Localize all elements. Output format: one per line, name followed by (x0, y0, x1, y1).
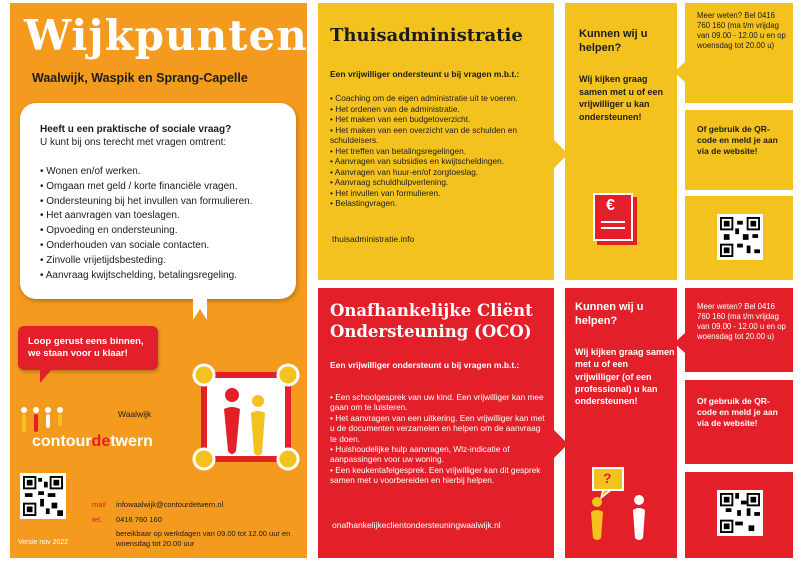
bubble-tail-2 (193, 298, 207, 320)
opening-hours: bereikbaar op werkdagen van 09.00 tot 12.00 uur en woensdag tot 20.00 uur (116, 529, 291, 548)
oco-title: Onafhankelijke Cliënt Ondersteuning (OCO) (330, 301, 533, 341)
list-item: • Het treffen van betalingsregelingen. (330, 145, 467, 156)
oco-help-text: Wij kijken graag samen met u of een vrijwilliger (of een professional) u kan ondersteunen! (575, 347, 675, 407)
list-item: • Het maken van een overzicht van de schulden en schuldeisers. (330, 124, 517, 145)
thuis-title: Thuisadministratie (330, 25, 523, 46)
list-item: • Huishoudelijke hulp aanvragen, Wlz-indicatie of aanpassingen voor uw woning. (330, 444, 510, 465)
logo-wordmark: contourdetwern (32, 433, 153, 450)
list-item: • Zinvolle vrijetijdsbesteding. (40, 254, 166, 266)
left-panel (10, 3, 307, 558)
list-item: • Ondersteuning bij het invullen van formulieren. (40, 195, 253, 207)
qr-code-thuis[interactable] (717, 214, 763, 260)
qr-code-icon (23, 476, 63, 516)
thuis-qr-panel (685, 196, 793, 280)
list-item: • Opvoeding en ondersteuning. (40, 225, 178, 237)
bubble-list (40, 165, 253, 283)
people-icon (188, 361, 304, 485)
walk-in-tail (40, 369, 52, 383)
oco-list (330, 392, 548, 486)
list-item: • Coaching om de eigen administratie uit te voeren. (330, 93, 518, 103)
list-item: • Aanvraag kwijtschelding, betalingsregeling. (40, 269, 237, 281)
oco-qr-text: Of gebruik de QR-code en meld je aan via de website! (697, 396, 778, 428)
walk-in-box (18, 326, 158, 370)
list-item: • Het ordenen van de administratie. (330, 103, 460, 114)
oco-qr-panel (685, 472, 793, 558)
logo-city: Waalwijk (118, 409, 152, 419)
oco-main-panel (318, 288, 554, 558)
list-item: • Aanvraag schuldhulpverlening. (330, 177, 449, 187)
oco-subtitle: Een vrijwilliger ondersteunt u bij vragen m.b.t.: (330, 360, 520, 370)
qr-code-icon (720, 493, 760, 533)
conversation-illustration (581, 466, 661, 542)
thuis-more-info: Meer weten? Bel 0416 760 160 (ma t/m vrijdag van 09.00 - 12.00 u en op woensdag tot 20.00 u) (697, 11, 786, 50)
tel-label: tel. (92, 515, 103, 524)
logo (18, 403, 158, 453)
bubble-intro: Heeft u een praktische of sociale vraag? (40, 124, 232, 135)
euro-illustration (593, 193, 637, 245)
euro-icon: € (606, 197, 615, 214)
oco-help-title: Kunnen wij u helpen? (575, 301, 644, 327)
qr-code-oco[interactable] (717, 490, 763, 536)
list-item: • Het aanvragen van een uitkering. Een vrijwilliger kan met u de documenten verzamelen en helpen om de aanvraag te doen. (330, 412, 545, 444)
oco-info-arrow (674, 333, 685, 353)
list-item: • Aanvragen van subsidies en kwijtscheldingen. (330, 156, 505, 166)
mail-label: mail (92, 500, 106, 509)
walk-in-text: Loop gerust eens binnen, we staan voor u klaar! (28, 336, 144, 359)
list-item: • Wonen en/of werken. (40, 166, 141, 177)
thuis-help-panel (565, 3, 677, 280)
list-item: • Het maken van een budgetoverzicht. (330, 114, 471, 124)
oco-more-info: Meer weten? Bel 0416 760 160 (ma t/m vrijdag van 09.00 - 12.00 u en op woensdag tot 20.00 u) (697, 302, 786, 341)
list-item: • Een keukentafelgesprek. Een vrijwilliger kan dit gesprek samen met u voorbereiden en hierbij helpen. (330, 464, 541, 486)
bubble-intro-2: U kunt bij ons terecht met vragen omtrent: (40, 137, 227, 148)
thuis-url[interactable]: thuisadministratie.info (332, 234, 415, 244)
page-title: Wijkpunten (24, 11, 308, 60)
list-item: • Belastingvragen. (330, 198, 398, 208)
tel-value: 0416 760 160 (116, 515, 162, 524)
oco-qr-text-panel (685, 380, 793, 464)
thuis-info-panel (685, 3, 793, 103)
question-mark: ? (603, 470, 612, 486)
thuis-subtitle: Een vrijwilliger ondersteunt u bij vragen m.b.t.: (330, 69, 520, 79)
thuis-list (330, 93, 550, 209)
thuis-qr-text: Of gebruik de QR-code en meld je aan via de website! (697, 124, 778, 156)
thuis-info-arrow (674, 62, 685, 82)
qr-code-icon (720, 217, 760, 257)
thuis-main-panel (318, 3, 554, 280)
mail-value[interactable]: infowaalwijk@contourdetwern.nl (116, 500, 224, 509)
thuis-help-title: Kunnen wij u helpen? (579, 28, 648, 54)
list-item: • Een schoolgesprek van uw kind. Een vrijwilliger kan mee gaan om te luisteren. (330, 392, 544, 413)
conversation-icon (581, 466, 661, 542)
questions-bubble (20, 103, 296, 299)
list-item: • Onderhouden van sociale contacten. (40, 239, 210, 251)
version-label: Versie nov 2022 (18, 539, 69, 546)
list-item: • Het aanvragen van toeslagen. (40, 210, 180, 222)
people-illustration (188, 361, 304, 485)
thuis-help-text: Wij kijken graag samen met u of een vrijwilliger u kan ondersteunen! (579, 74, 664, 122)
oco-url[interactable]: onafhankelijkeclientondersteuningwaalwijk.nl (332, 520, 501, 530)
list-item: • Het invullen van formulieren. (330, 187, 441, 198)
page-subtitle: Waalwijk, Waspik en Sprang-Capelle (32, 71, 248, 85)
thuis-qr-text-panel (685, 110, 793, 190)
list-item: • Omgaan met geld / korte financiële vragen. (40, 180, 238, 192)
oco-help-panel (565, 288, 677, 558)
list-item: • Aanvragen van huur-en/of zorgtoeslag. (330, 166, 479, 177)
logo-figures-icon (18, 405, 78, 435)
qr-code[interactable] (20, 473, 66, 519)
oco-info-panel (685, 288, 793, 372)
